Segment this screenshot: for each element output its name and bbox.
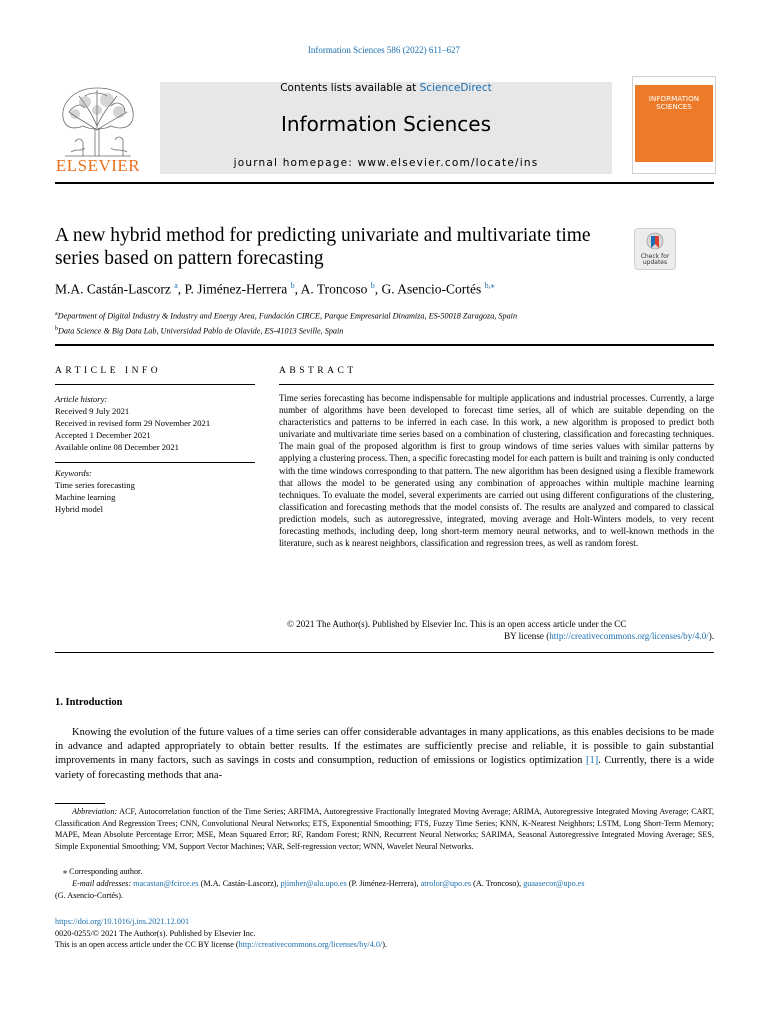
section-rule: [55, 344, 714, 346]
author-affiliation-mark[interactable]: a: [174, 281, 178, 290]
abstract-rule: [279, 384, 714, 385]
intro-text-tail: . Currently, there is a wide variety of forecasting methods that ana-: [55, 755, 714, 781]
introduction-paragraph: [55, 726, 714, 783]
email-link[interactable]: pjimher@alu.upo.es: [280, 879, 347, 888]
intro-text: Knowing the evolution of the future values of a time series can offer considerable advantages in many applications, as this enables decisions to be made in advance and adapted appropriately to obtain better results. If the estimates are sufficiently precise and reliable, it is possible to gain substantial improvements in many factors, such as savings in costs and consumption, reduction of emissions or logistics optimization: [55, 727, 714, 767]
publication-footer: [55, 916, 714, 951]
email-link[interactable]: atrolor@upo.es: [420, 879, 472, 888]
history-received: Received 9 July 2021: [55, 406, 130, 416]
contents-line: [160, 82, 612, 94]
abstract-copyright: [279, 618, 714, 642]
keyword: Time series forecasting: [55, 480, 135, 490]
journal-homepage: [160, 157, 612, 169]
journal-banner: [160, 82, 612, 174]
introduction-heading: 1. Introduction: [55, 697, 123, 708]
abstract-heading: ABSTRACT: [279, 366, 357, 376]
keywords-rule: [55, 462, 255, 463]
affiliation-b: [55, 323, 714, 338]
abbreviation-text: ACF, Autocorrelation function of the Time Series; ARFIMA, Autoregressive Fractionally Integrated Moving Average; ARIMA, Autoregressive Integrated Moving Average; CART, Classification And Regression Trees; CNN, Convolutional Neural Networks; ETS, Exponential Smoothing; FTS, Fuzzy Time Series; KNN, K-Nearest Neighbors; LSTM, Long Short-Term Memory; MAPE, Mean Absolute Percentage Error; MSE, Mean Squared Error; RF, Random Forest; RNN, Recurrent Neural Networks; SARIMA, Seasonal Autoregressive Integrated Moving Average; SES, Simple Exponential Smoothing; VM, Support Vector Machines; VAR, Self-regression vector; WNN, Wavelet Neural Networks.: [55, 807, 714, 851]
contents-prefix: Contents lists available at: [280, 82, 420, 94]
keywords: [55, 467, 255, 515]
author-affiliation-mark[interactable]: b,⁎: [484, 281, 495, 290]
header-rule: [55, 182, 714, 184]
affiliations: [55, 308, 714, 337]
affiliation-text: Data Science & Big Data Lab, Universidad Pablo de Olavide, ES-41013 Seville, Spain: [58, 326, 344, 336]
email-owner: (A. Troncoso),: [471, 879, 524, 888]
article-title: A new hybrid method for predicting univariate and multivariate time series based on pattern forecasting: [55, 225, 591, 269]
email-owner: (P. Jiménez-Herrera),: [346, 879, 421, 888]
crossmark-label-line2: updates: [642, 259, 668, 266]
abstract-text: Time series forecasting has become indispensable for multiple applications and industrial processes. Currently, a large number of algorithms have been developed to forecast time series, all of which are suitable depending on the characteristics and patterns to be inferred in each case. In this work, a new algorithm is proposed to predict both univariate and multivariate time series based on a combination of clustering, classification and forecasting techniques. The main goal of the proposed algorithm is first to group windows of time series values with similar patterns by applying a clustering process. Then, a specific forecasting model for each pattern is built and training is only conducted with the time windows corresponding to that pattern. The new algorithm has been designed using a flexible framework that allows the model to be generated using any combination of approaches within multiple machine learning techniques. To evaluate the model, several experiments are carried out using different configurations of the clustering, classification and forecasting methods that the model consists of. The results are analyzed and compared to classical prediction models, such as autoregressive, integrated, moving average and Holt-Winters models, to very recent forecasting methods, including deep, long short-term memory neural networks, and to well-known methods in the literature, such as k nearest neighbors, classification and regression trees, as well as random forest.: [279, 393, 714, 549]
article-info-rule: [55, 384, 255, 385]
author-name[interactable]: M.A. Castán-Lascorz: [55, 281, 171, 297]
history-accepted: Accepted 1 December 2021: [55, 430, 151, 440]
copyright-line1: © 2021 The Author(s). Published by Elsevier Inc. This is an open access article under the CC: [287, 619, 627, 629]
author-name[interactable]: A. Troncoso: [300, 281, 368, 297]
corresponding-text: ⁎ Corresponding author.: [63, 867, 143, 876]
journal-name: Information Sciences: [280, 112, 492, 136]
keyword: Hybrid model: [55, 504, 103, 514]
license-line: [55, 939, 714, 951]
abstract-bottom-rule: [55, 652, 714, 653]
abbreviation-footnote: [55, 806, 714, 852]
cover-art: [635, 85, 713, 162]
copyright-line2: [279, 630, 714, 642]
author-name[interactable]: P. Jiménez-Herrera: [184, 281, 288, 297]
issn-line: 0020-0255/© 2021 The Author(s). Published by Elsevier Inc.: [55, 928, 256, 938]
license-link[interactable]: http://creativecommons.org/licenses/by/4.0/: [238, 940, 383, 950]
history-online: Available online 08 December 2021: [55, 442, 179, 452]
history-label: Article history:: [55, 394, 108, 404]
abbreviation-label: Abbreviation:: [72, 807, 118, 816]
cc-license-link[interactable]: http://creativecommons.org/licenses/by/4.0/: [549, 631, 709, 642]
email-link[interactable]: macastan@fcirce.es: [133, 879, 199, 888]
license-suffix: ).: [382, 940, 387, 950]
article-history: [55, 393, 255, 453]
keywords-label: Keywords:: [55, 468, 92, 478]
cover-title-line1: INFORMATION: [648, 94, 700, 103]
email-label: E-mail addresses:: [72, 879, 132, 888]
email-link[interactable]: guaasecor@upo.es: [523, 879, 585, 888]
author-affiliation-mark[interactable]: b: [370, 281, 375, 290]
footnote-rule: [55, 803, 105, 804]
affiliation-text: Department of Digital Industry & Industry and Energy Area, Fundación CIRCE, Parque Empresarial Dinamiza, ES-50018 Zaragoza, Spain: [57, 311, 518, 321]
cover-title: [635, 95, 713, 111]
affiliation-mark: a: [55, 311, 58, 317]
copyright-prefix: BY license (: [504, 631, 550, 642]
copyright-suffix: ).: [708, 631, 714, 642]
homepage-prefix: journal homepage:: [233, 157, 358, 169]
article-info-heading: ARTICLE INFO: [55, 366, 162, 376]
doi-link[interactable]: https://doi.org/10.1016/j.ins.2021.12.001: [55, 917, 190, 926]
journal-cover[interactable]: [632, 76, 716, 174]
corresponding-author-note: [55, 866, 714, 878]
affiliation-mark: b: [55, 325, 58, 332]
license-prefix: This is an open access article under the CC BY license (: [55, 940, 239, 950]
author-affiliation-mark[interactable]: b: [290, 281, 295, 290]
email-owner: (G. Asencio-Cortés).: [55, 890, 123, 900]
crossmark-label: [635, 254, 675, 266]
homepage-link[interactable]: www.elsevier.com/locate/ins: [357, 157, 539, 169]
elsevier-wordmark: ELSEVIER: [55, 156, 141, 175]
affiliation-a: [55, 308, 714, 323]
journal-citation-link[interactable]: Information Sciences 586 (2022) 611–627: [307, 45, 461, 55]
bookmark-icon: [646, 232, 664, 252]
crossmark-label-line1: Check for: [640, 253, 670, 260]
email-owner: (M.A. Castán-Lascorz),: [198, 879, 281, 888]
sciencedirect-link[interactable]: ScienceDirect: [419, 82, 492, 94]
check-for-updates-button[interactable]: [634, 228, 676, 270]
keyword: Machine learning: [55, 492, 116, 502]
history-revised: Received in revised form 29 November 2021: [55, 418, 211, 428]
author-list: M.A. Castán-Lascorz $^a$, P. Jiménez-Herrera $^b$, A. Troncoso $^b$, G. Asencio-Cortés $^{b,⁎}$: [55, 281, 495, 297]
email-addresses: [55, 878, 714, 901]
author-name[interactable]: G. Asencio-Cortés: [381, 281, 482, 297]
cover-title-line2: SCIENCES: [656, 102, 692, 111]
reference-link[interactable]: [1]: [585, 755, 599, 767]
